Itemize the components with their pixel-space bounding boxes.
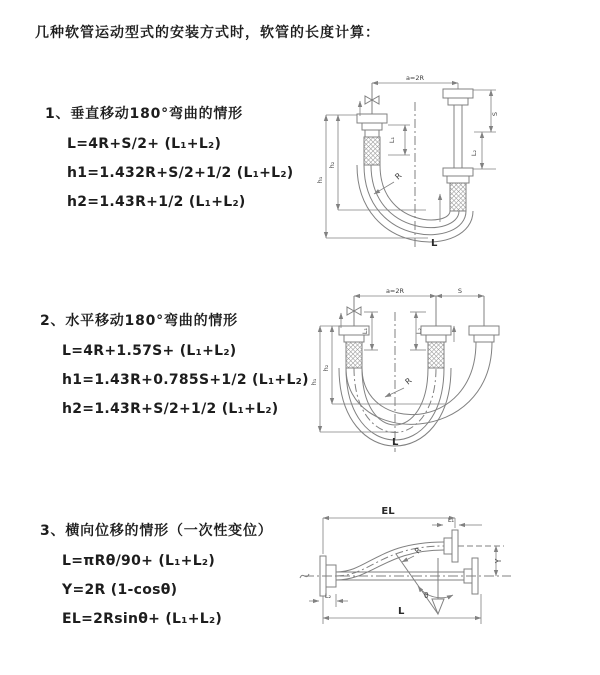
angle-label: θ: [424, 591, 429, 600]
dimension-lines: [320, 296, 484, 432]
radius-leader: [385, 388, 404, 397]
formula-line: Y=2R (1-cosθ): [62, 582, 178, 598]
section1-heading: 1、垂直移动180°弯曲的情形: [45, 106, 243, 122]
braid-section: [450, 183, 466, 211]
angle-vertex: [432, 599, 444, 614]
formula-line: h1=1.43R+0.785S+1/2 (L₁+L₂): [62, 372, 309, 388]
formula-line: h2=1.43R+S/2+1/2 (L₁+L₂): [62, 401, 279, 417]
dim-label-el: EL: [381, 506, 395, 517]
braid-section: [364, 137, 380, 165]
section-lateral-displacement: [40, 520, 273, 627]
dim-label-span: a=2R: [405, 74, 425, 82]
vertical-180-bend-diagram: [310, 70, 560, 255]
formula-line: L=4R+S/2+ (L₁+L₂): [67, 136, 222, 152]
formula-line: h2=1.43R+1/2 (L₁+L₂): [67, 194, 246, 210]
hose-drawing: [357, 83, 473, 250]
section2-heading: 2、水平移动180°弯曲的情形: [40, 313, 238, 329]
horizontal-180-bend-diagram: [308, 282, 596, 457]
dim-label-l2: L₂: [324, 592, 332, 600]
formula-line: h1=1.432R+S/2+1/2 (L₁+L₂): [67, 165, 294, 181]
formula-line: EL=2Rsinθ+ (L₁+L₂): [62, 611, 223, 627]
hose-drawing: [300, 530, 511, 614]
radius-label: R: [393, 171, 404, 182]
lateral-displacement-diagram: [296, 498, 594, 648]
braid-section: [428, 342, 444, 368]
dim-label-l1: L₁: [361, 327, 369, 335]
dim-label-h2: h₂: [328, 161, 336, 169]
dim-label-stroke: S: [457, 287, 463, 295]
dim-label-l2: L₂: [470, 149, 478, 157]
dim-label-h2: h₂: [322, 364, 330, 372]
formula-line: L=πRθ/90+ (L₁+L₂): [62, 553, 216, 569]
page-title: 几种软管运动型式的安装方式时，软管的长度计算：: [35, 25, 380, 41]
hose-drawing: [339, 296, 499, 452]
length-label: L: [431, 238, 438, 249]
dim-label-h1: h₁: [310, 378, 318, 386]
dimension-lines: [326, 83, 496, 238]
dim-label-l1: L₁: [388, 136, 396, 144]
braid-section: [346, 342, 362, 368]
radius-label: R: [412, 545, 423, 556]
length-label: L: [398, 606, 405, 617]
radius-label: R: [403, 376, 414, 387]
section3-heading: 3、横向位移的情形（一次性变位）: [40, 523, 273, 539]
section-horizontal-180: [40, 310, 309, 417]
formula-line: L=4R+1.57S+ (L₁+L₂): [62, 343, 237, 359]
dim-label-l2: L₂: [415, 327, 423, 335]
dim-label-stroke: S: [491, 111, 499, 117]
radius-leader: [402, 556, 414, 562]
length-label: L: [392, 437, 399, 448]
radius-leader: [374, 182, 394, 194]
dim-label-h1: h₁: [316, 176, 324, 184]
dim-label-l1: L₁: [447, 516, 455, 524]
dim-label-span: a=2R: [385, 287, 405, 295]
dim-label-y: Y: [494, 558, 503, 564]
centerline-mark-icon: [300, 574, 309, 578]
section-vertical-180: [45, 103, 294, 210]
